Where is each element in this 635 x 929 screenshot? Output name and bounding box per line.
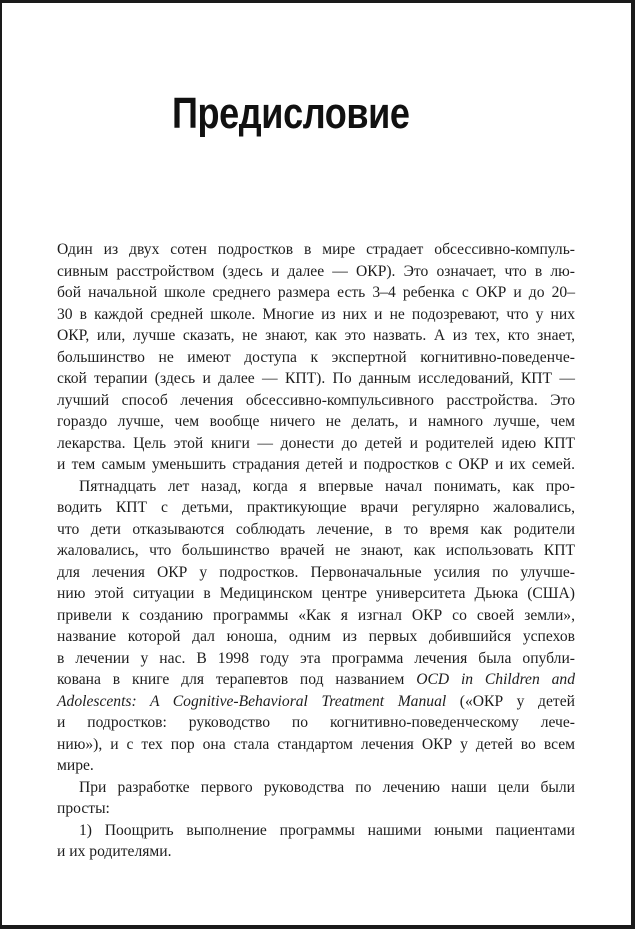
text-line bbox=[57, 820, 575, 842]
text-run: просты: bbox=[57, 800, 110, 817]
text-line bbox=[57, 755, 575, 777]
text-run: и подростков: руководство по когнитивно-поведенческому лече- bbox=[57, 714, 575, 731]
text-line bbox=[57, 368, 575, 390]
text-run: нию»), и с тех пор она стала стандартом лечения ОКР у детей во всем bbox=[57, 735, 575, 753]
text-line bbox=[57, 562, 575, 584]
text-run: лекарства. Цель этой книги — донести до детей и родителей идею КПТ bbox=[57, 434, 575, 452]
text-line bbox=[57, 648, 575, 670]
text-line bbox=[57, 519, 575, 541]
text-run: что дети отказываются соблюдать лечение, в то время как родители bbox=[57, 520, 575, 538]
text-line bbox=[57, 282, 575, 304]
text-run: гораздо лучше, чем вообще ничего не делать, и намного лучше, чем bbox=[57, 413, 575, 430]
text-run: ОКР, или, лучше сказать, не знают, как это назвать. А из тех, кто знает, bbox=[57, 327, 575, 344]
text-run: жаловались, что большинство врачей не знают, как использовать КПТ bbox=[57, 542, 575, 559]
paragraph bbox=[57, 820, 575, 863]
paragraph bbox=[57, 239, 575, 476]
text-line bbox=[57, 347, 575, 369]
text-line bbox=[57, 325, 575, 347]
text-line bbox=[57, 605, 575, 627]
text-run: и их родителями. bbox=[57, 843, 172, 860]
text-run: привели к созданию программы «Как я изгнал ОКР со своей земли», bbox=[57, 606, 575, 624]
text-line bbox=[57, 304, 575, 326]
text-line bbox=[57, 841, 575, 863]
text-run: сивным расстройством (здесь и далее — ОКР). Это означает, что в лю- bbox=[57, 262, 575, 280]
text-run: водить КПТ с детьми, практикующие врачи регулярно жаловались, bbox=[57, 499, 575, 516]
page-title: Предисловие bbox=[172, 89, 410, 138]
text-line bbox=[57, 411, 575, 433]
text-line bbox=[57, 734, 575, 756]
text-run: При разработке первого руководства по лечению наши цели были bbox=[79, 778, 575, 796]
text-run: лучший способ лечения обсессивно-компульсивного расстройства. Это bbox=[57, 391, 575, 409]
text-run: Пятнадцать лет назад, когда я впервые начал понимать, как про- bbox=[79, 477, 575, 495]
text-run: и тем самым уменьшить страдания детей и подростков с ОКР и их семей. bbox=[57, 456, 575, 473]
text-run: 30 в каждой средней школе. Многие из них и не подозревают, что у них bbox=[57, 305, 575, 323]
text-run: большинство не имеют доступа к экспертной когнитивно-поведенче- bbox=[57, 348, 575, 366]
text-run: кована в книге для терапевтов под названием bbox=[57, 671, 417, 688]
italic-book-title: OCD in Children and bbox=[416, 671, 575, 688]
text-column bbox=[57, 239, 575, 863]
text-run: («ОКР у детей bbox=[446, 692, 575, 710]
text-run: 1) Поощрить выполнение программы нашими юными пациентами bbox=[79, 821, 575, 839]
text-line bbox=[57, 626, 575, 648]
text-line bbox=[57, 777, 575, 799]
text-line bbox=[57, 239, 575, 261]
text-line bbox=[57, 669, 575, 691]
text-line bbox=[57, 583, 575, 605]
text-run: ской терапии (здесь и далее — КПТ). По данным исследований, КПТ — bbox=[57, 370, 575, 387]
paragraph bbox=[57, 476, 575, 777]
text-line bbox=[57, 691, 575, 713]
text-line bbox=[57, 433, 575, 455]
text-line bbox=[57, 454, 575, 476]
text-run: нию этой ситуации в Медицинском центре университета Дьюка (США) bbox=[57, 585, 575, 602]
text-run: бой начальной школе среднего размера есть 3–4 ребенка с ОКР и до 20– bbox=[57, 284, 575, 301]
text-line bbox=[57, 712, 575, 734]
italic-book-title: Adolescents: A Cognitive-Behavioral Treatment Manual bbox=[57, 692, 447, 710]
text-run: название которой дал юноша, одним из первых добившийся успехов bbox=[57, 628, 575, 645]
text-line bbox=[57, 390, 575, 412]
text-line bbox=[57, 798, 575, 820]
text-run: для лечения ОКР у подростков. Первоначальные усилия по улучше- bbox=[57, 563, 575, 581]
text-run: Один из двух сотен подростков в мире страдает обсессивно-компуль- bbox=[57, 241, 575, 258]
text-run: в лечении у нас. В 1998 году эта программа лечения была опубли- bbox=[57, 649, 575, 667]
text-line bbox=[57, 476, 575, 498]
paragraph bbox=[57, 777, 575, 820]
text-line bbox=[57, 497, 575, 519]
text-line bbox=[57, 261, 575, 283]
text-run: мире. bbox=[57, 757, 94, 774]
text-line bbox=[57, 540, 575, 562]
